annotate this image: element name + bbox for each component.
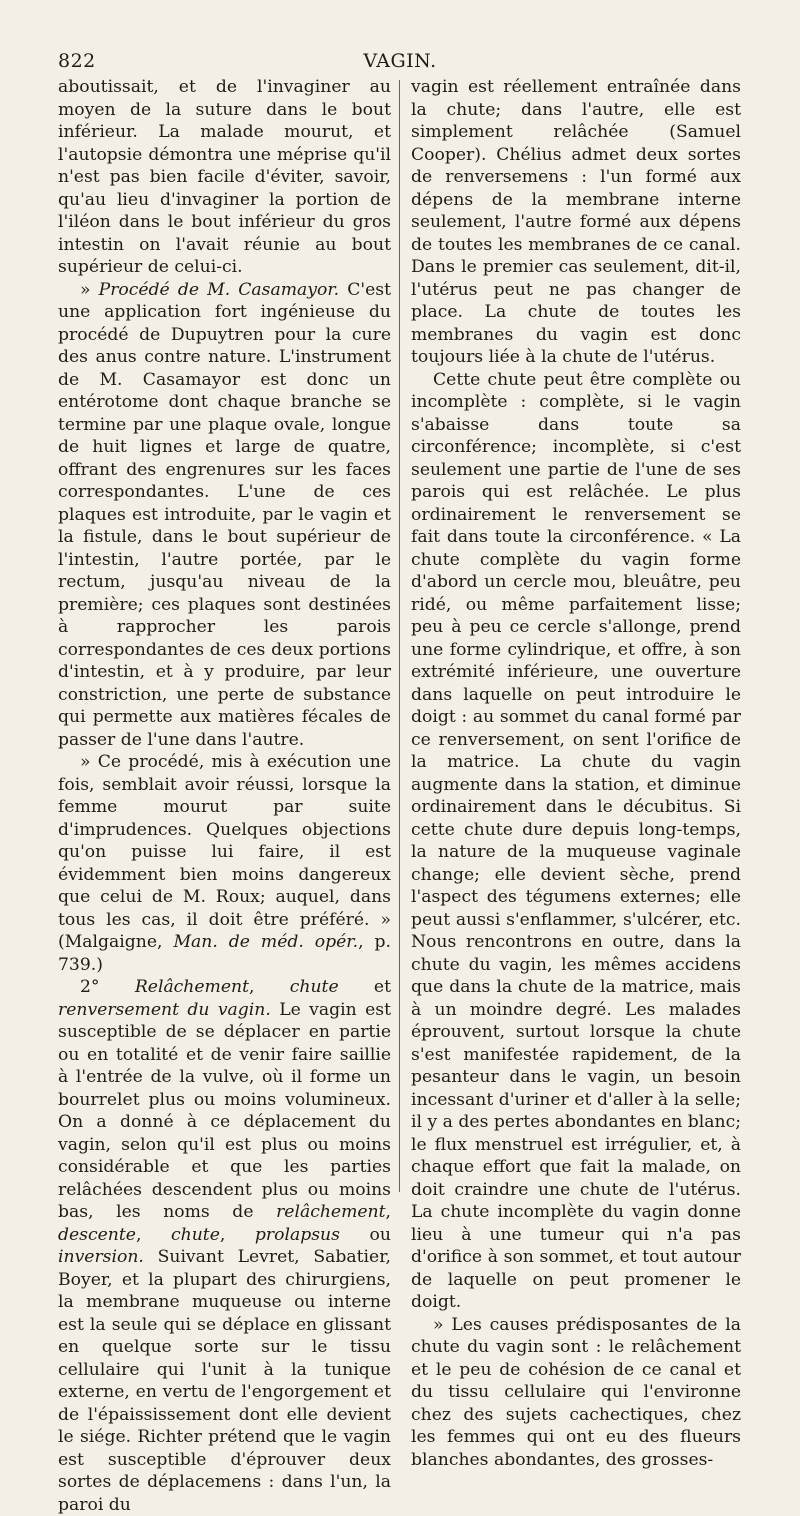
column-divider	[399, 80, 400, 1192]
left-column	[58, 76, 391, 1516]
running-title: VAGIN.	[363, 50, 437, 72]
paragraph: aboutissait, et de l'invaginer au moyen de la suture dans le bout inférieur. La malade mourut, et l'autopsie démontra une méprise qu'il n'est pas bien facile d'éviter, savoir, qu'au lieu d'invaginer la portion de l'iléon dans le bout inférieur du gros intestin on l'avait réunie au bout supérieur de celui-ci.	[58, 77, 391, 277]
right-column	[411, 76, 741, 1471]
paragraph: » Ce procédé, mis à exécution une fois, semblait avoir réussi, lorsque la femme mourut par suite d'imprudences. Quelques objections qu'on puisse lui faire, il est évidemment bien moins dangereux que celui de M. Roux; auquel, dans tous les cas, il doit être préféré. » (Malgaigne, Man. de méd. opér., p. 739.)	[58, 752, 391, 975]
page-number: 822	[58, 50, 96, 72]
paragraph: vagin est réellement entraînée dans la chute; dans l'autre, elle est simplement relâchée (Samuel Cooper). Chélius admet deux sortes de renversemens : l'un formé aux dépens de la membrane interne seulement, l'autre formé aux dépens de toutes les membranes de ce canal. Dans le premier cas seulement, dit-il, l'utérus peut ne pas changer de place. La chute de toutes les membranes du vagin est donc toujours liée à la chute de l'utérus.	[411, 77, 741, 367]
citation-title: Man. de méd. opér.	[173, 932, 359, 952]
paragraph: Cette chute peut être complète ou incomplète : complète, si le vagin s'abaisse dans toute sa circonférence; incomplète, si c'est seulement une partie de l'une de ses parois qui est relâchée. Le plus ordinairement le renversement se fait dans toute la circonférence. « La chute complète du vagin forme d'abord un cercle mou, bleuâtre, peu ridé, ou même parfaitement lisse; peu à peu ce cercle s'allonge, prend une forme cylindrique, et offre, à son extrémité inférieure, une ouverture dans laquelle on peut introduire le doigt : au sommet du canal formé par ce renversement, on sent l'orifice de la matrice. La chute du vagin augmente dans la station, et diminue ordinairement dans le décubitus. Si cette chute dure depuis long-temps, la nature de la muqueuse vaginale change; elle devient sèche, prend l'aspect des tégumens externes; elle peut aussi s'enflammer, s'ulcérer, etc. Nous rencontrons en outre, dans la chute du vagin, les mêmes accidens que dans la chute de la matrice, mais à un moindre degré. Les malades éprouvent, surtout lorsque la chute s'est manifestée rapidement, de la pesanteur dans le vagin, un besoin incessant d'uriner et d'aller à la selle; il y a des pertes abondantes en blanc; le flux menstruel est irrégulier, et, à chaque effort que fait la malade, on doit craindre une chute de l'utérus. La chute incomplète du vagin donne lieu à une tumeur qui n'a pas d'orifice à son sommet, et tout autour de laquelle on peut promener le doigt.	[411, 369, 741, 1312]
paragraph: » Procédé de M. Casamayor. C'est une application fort ingénieuse du procédé de Dupuytren pour la cure des anus contre nature. L'instrument de M. Casamayor est donc un entérotome dont chaque branche se termine par une plaque ovale, longue de huit lignes et large de quatre, offrant des engrenures sur les faces correspondantes. L'une de ces plaques est introduite, par le vagin et la fistule, dans le bout supérieur de l'intestin, l'autre portée, par le rectum, jusqu'au niveau de la première; ces plaques sont destinées à rapprocher les parois correspondantes de ces deux portions d'intestin, et à y produire, par leur constriction, une perte de substance qui permette aux matières fécales de passer de l'une dans l'autre.	[58, 279, 391, 750]
paragraph: » Les causes prédisposantes de la chute du vagin sont : le relâchement et le peu de cohésion de ce canal et du tissu cellulaire qui l'environne chez des sujets cachectiques, chez les femmes qui ont eu des flueurs blanches abondantes, des grosses-	[411, 1314, 741, 1470]
paragraph: 2° Relâchement, chute et renversement du vagin. Le vagin est susceptible de se déplacer en partie ou en totalité et de venir faire saillie à l'entrée de la vulve, où il forme un bourrelet plus ou moins volumineux. On a donné à ce déplacement du vagin, selon qu'il est plus ou moins considérable et que les parties relâchées descendent plus ou moins bas, les noms de relâchement, descente, chute, prolapsus ou inversion. Suivant Levret, Sabatier, Boyer, et la plupart des chirurgiens, la membrane muqueuse ou interne est la seule qui se déplace en glissant en quelque sorte sur le tissu cellulaire qui l'unit à la tunique externe, en vertu de l'engorgement et de l'épaississement dont elle devient le siége. Richter prétend que le vagin est susceptible d'éprouver deux sortes de déplacemens : dans l'un, la paroi du	[58, 977, 391, 1515]
italic-heading: Procédé de M. Casamayor.	[98, 279, 340, 300]
